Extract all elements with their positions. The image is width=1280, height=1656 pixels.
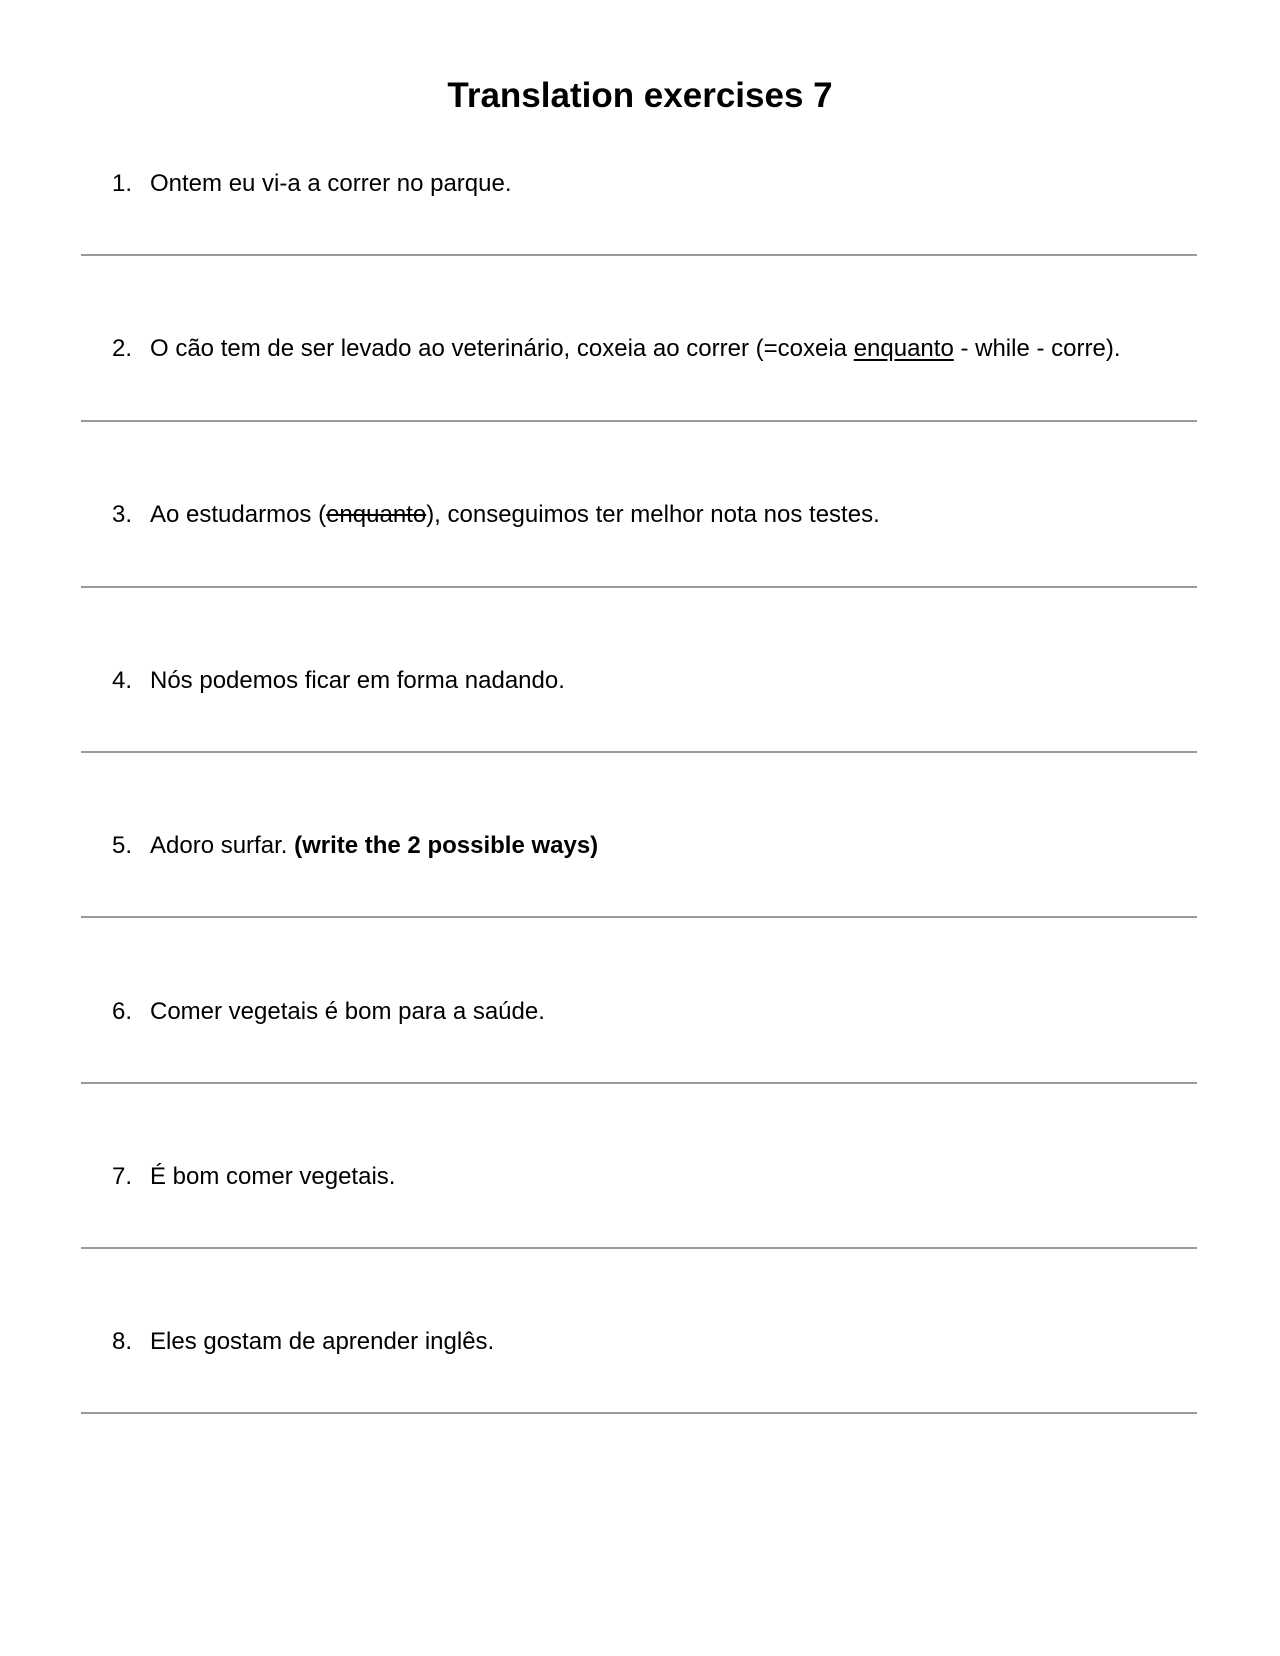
exercise-text bbox=[150, 168, 512, 200]
struck-word: enquanto bbox=[326, 501, 427, 528]
exercise-item bbox=[0, 499, 1280, 539]
answer-line[interactable] bbox=[81, 420, 1197, 422]
exercise-item bbox=[0, 333, 1280, 373]
exercise-text bbox=[150, 499, 880, 531]
exercise-number: 7. bbox=[112, 1163, 133, 1190]
exercise-item bbox=[0, 830, 1280, 870]
exercise-sentence: Ao estudarmos ( bbox=[150, 501, 327, 528]
bold-instruction: (write the 2 possible ways) bbox=[294, 832, 599, 859]
exercise-sentence-end: ), conseguimos ter melhor nota nos testes. bbox=[426, 501, 880, 528]
exercise-sentence: Eles gostam de aprender inglês. bbox=[150, 1328, 495, 1355]
answer-line[interactable] bbox=[81, 1247, 1197, 1249]
exercise-number: 1. bbox=[112, 170, 133, 197]
exercise-text bbox=[150, 996, 545, 1028]
answer-line[interactable] bbox=[81, 254, 1197, 256]
exercise-number: 6. bbox=[112, 998, 133, 1025]
exercise-sentence: É bom comer vegetais. bbox=[150, 1163, 396, 1190]
underlined-word: enquanto bbox=[853, 335, 954, 362]
exercise-item bbox=[0, 665, 1280, 705]
exercise-item bbox=[0, 1326, 1280, 1366]
exercise-number: 8. bbox=[112, 1328, 133, 1355]
exercise-text bbox=[150, 1161, 395, 1193]
exercise-sentence: Ontem eu vi-a a correr no parque. bbox=[150, 170, 512, 197]
exercise-sentence: O cão tem de ser levado ao veterinário, coxeia ao correr (=coxeia bbox=[150, 335, 854, 362]
answer-line[interactable] bbox=[81, 1412, 1197, 1414]
answer-line[interactable] bbox=[81, 586, 1197, 588]
exercise-number: 3. bbox=[112, 501, 133, 528]
answer-line[interactable] bbox=[81, 916, 1197, 918]
exercise-number: 5. bbox=[112, 832, 133, 859]
exercise-sentence: Nós podemos ficar em forma nadando. bbox=[150, 667, 565, 694]
exercise-item bbox=[0, 168, 1280, 208]
answer-line[interactable] bbox=[81, 1082, 1197, 1084]
exercise-text bbox=[150, 333, 1120, 365]
exercise-sentence-end: - while - corre). bbox=[953, 335, 1121, 362]
answer-line[interactable] bbox=[81, 751, 1197, 753]
exercise-sentence: Adoro surfar. bbox=[150, 832, 295, 859]
exercise-number: 2. bbox=[112, 335, 133, 362]
exercise-sentence: Comer vegetais é bom para a saúde. bbox=[150, 998, 545, 1025]
exercise-text bbox=[150, 1326, 494, 1358]
page-title: Translation exercises 7 bbox=[447, 76, 833, 115]
exercise-item bbox=[0, 996, 1280, 1036]
exercise-number: 4. bbox=[112, 667, 133, 694]
exercise-text bbox=[150, 665, 565, 697]
exercise-text bbox=[150, 830, 598, 862]
exercise-item bbox=[0, 1161, 1280, 1201]
